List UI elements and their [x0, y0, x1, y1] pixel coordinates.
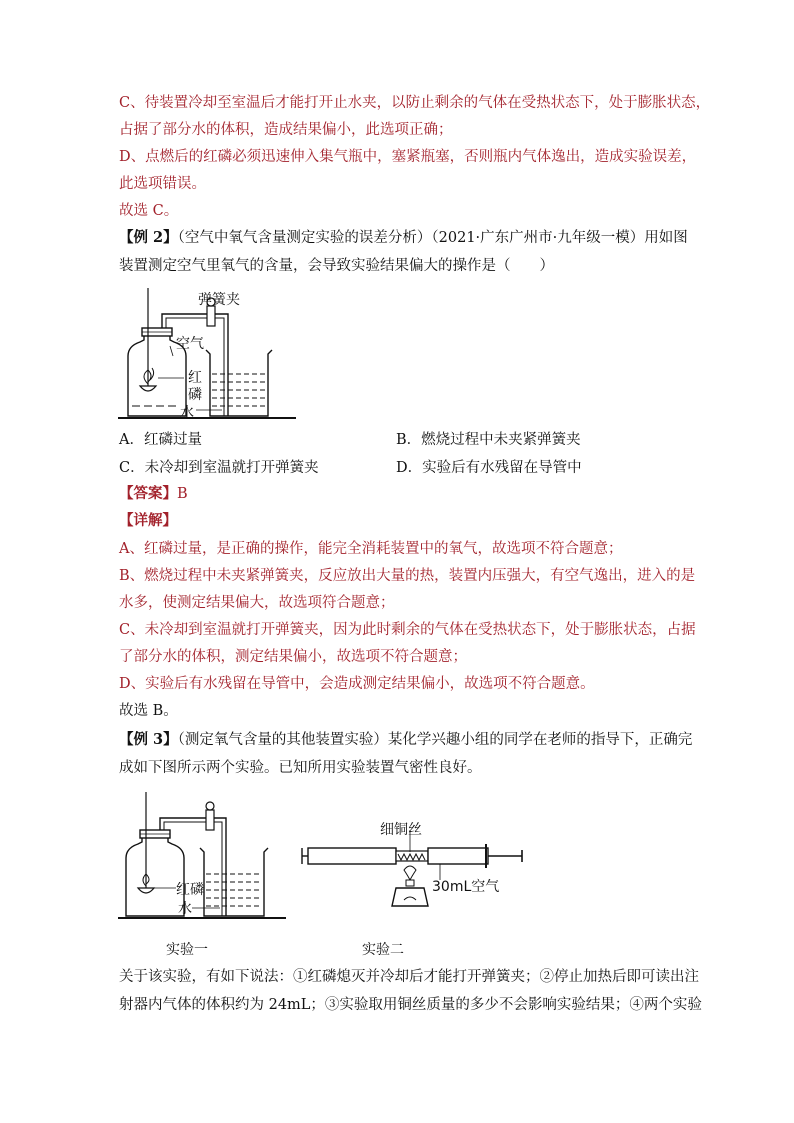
prev-d-line2: 此选项错误。	[119, 176, 206, 192]
prev-answer: 故选 C。	[119, 203, 179, 219]
answer-tag: 【答案】	[119, 485, 177, 502]
example2-title-line1	[119, 228, 688, 248]
detail-c-line2: 了部分水的体积，测定结果偏小，故选项不符合题意；	[119, 649, 467, 665]
example3-title-text: （测定氧气含量的其他装置实验）某化学兴趣小组的同学在老师的指导下，正确完	[177, 732, 693, 748]
example2-title-line2: 装置测定空气里氧气的含量，会导致实验结果偏大的操作是（ ）	[119, 258, 554, 274]
exp1-label-red-phos: 红磷	[176, 882, 204, 898]
label-phos: 磷	[188, 387, 202, 403]
exp2-label-copper-wire: 细铜丝	[380, 822, 422, 838]
detail-b-line1: B、燃烧过程中未夹紧弹簧夹，反应放出大量的热，装置内压强大，有空气逸出，进入的是	[119, 568, 696, 584]
prev-c-line1: C、待装置冷却至室温后才能打开止水夹，以防止剩余的气体在受热状态下，处于膨胀状态，	[119, 95, 711, 111]
example3-tag: 【例 3】	[119, 731, 178, 748]
example2-answer-line	[119, 484, 188, 504]
detail-b-line2: 水多，使测定结果偏大，故选项符合题意；	[119, 595, 395, 611]
exp1-label-water: 水	[178, 901, 192, 917]
experiment1-figure	[118, 790, 288, 922]
example3-statement-line2: 射器内气体的体积约为 24mL；③实验取用铜丝质量的多少不会影响实验结果；④两个实验	[119, 997, 702, 1013]
prev-c-line2: 占据了部分水的体积，造成结果偏小，此选项正确；	[119, 122, 453, 138]
label-air: 空气	[176, 336, 204, 352]
option-c: C．未冷却到室温就打开弹簧夹	[119, 460, 319, 476]
detail-d: D、实验后有水残留在导管中，会造成测定结果偏小，故选项不符合题意。	[119, 676, 595, 692]
detail-c-line1: C、未冷却到室温就打开弹簧夹，因为此时剩余的气体在受热状态下，处于膨胀状态，占据	[119, 622, 696, 638]
example3-title-line2: 成如下图所示两个实验。已知所用实验装置气密性良好。	[119, 760, 482, 776]
option-d: D．实验后有水残留在导管中	[396, 460, 582, 476]
exp1-caption: 实验一	[166, 942, 208, 958]
example2-title-text: （空气中氧气含量测定实验的误差分析）（2021·广东广州市·九年级一模）用如图	[177, 230, 688, 246]
label-spring-clamp: 弹簧夹	[198, 292, 240, 308]
option-b: B．燃烧过程中未夹紧弹簧夹	[396, 432, 581, 448]
prev-d-line1: D、点燃后的红磷必须迅速伸入集气瓶中，塞紧瓶塞，否则瓶内气体逸出，造成实验误差，	[119, 149, 697, 165]
detail-tag: 【详解】	[119, 512, 177, 529]
example2-tag: 【例 2】	[119, 229, 178, 246]
label-water: 水	[180, 405, 194, 421]
example2-final: 故选 B。	[119, 703, 178, 719]
example3-statement-line1: 关于该实验，有如下说法：①红磷熄灭并冷却后才能打开弹簧夹；②停止加热后即可读出注	[119, 969, 699, 985]
answer-value: B	[177, 486, 188, 502]
exp2-caption: 实验二	[362, 942, 404, 958]
detail-a: A、红磷过量，是正确的操作，能完全消耗装置中的氧气，故选项不符合题意；	[119, 541, 623, 557]
exp2-label-air-volume: 30mL空气	[432, 879, 500, 895]
label-red: 红	[188, 370, 202, 386]
example3-title-line1	[119, 730, 692, 750]
option-a: A．红磷过量	[119, 432, 202, 448]
